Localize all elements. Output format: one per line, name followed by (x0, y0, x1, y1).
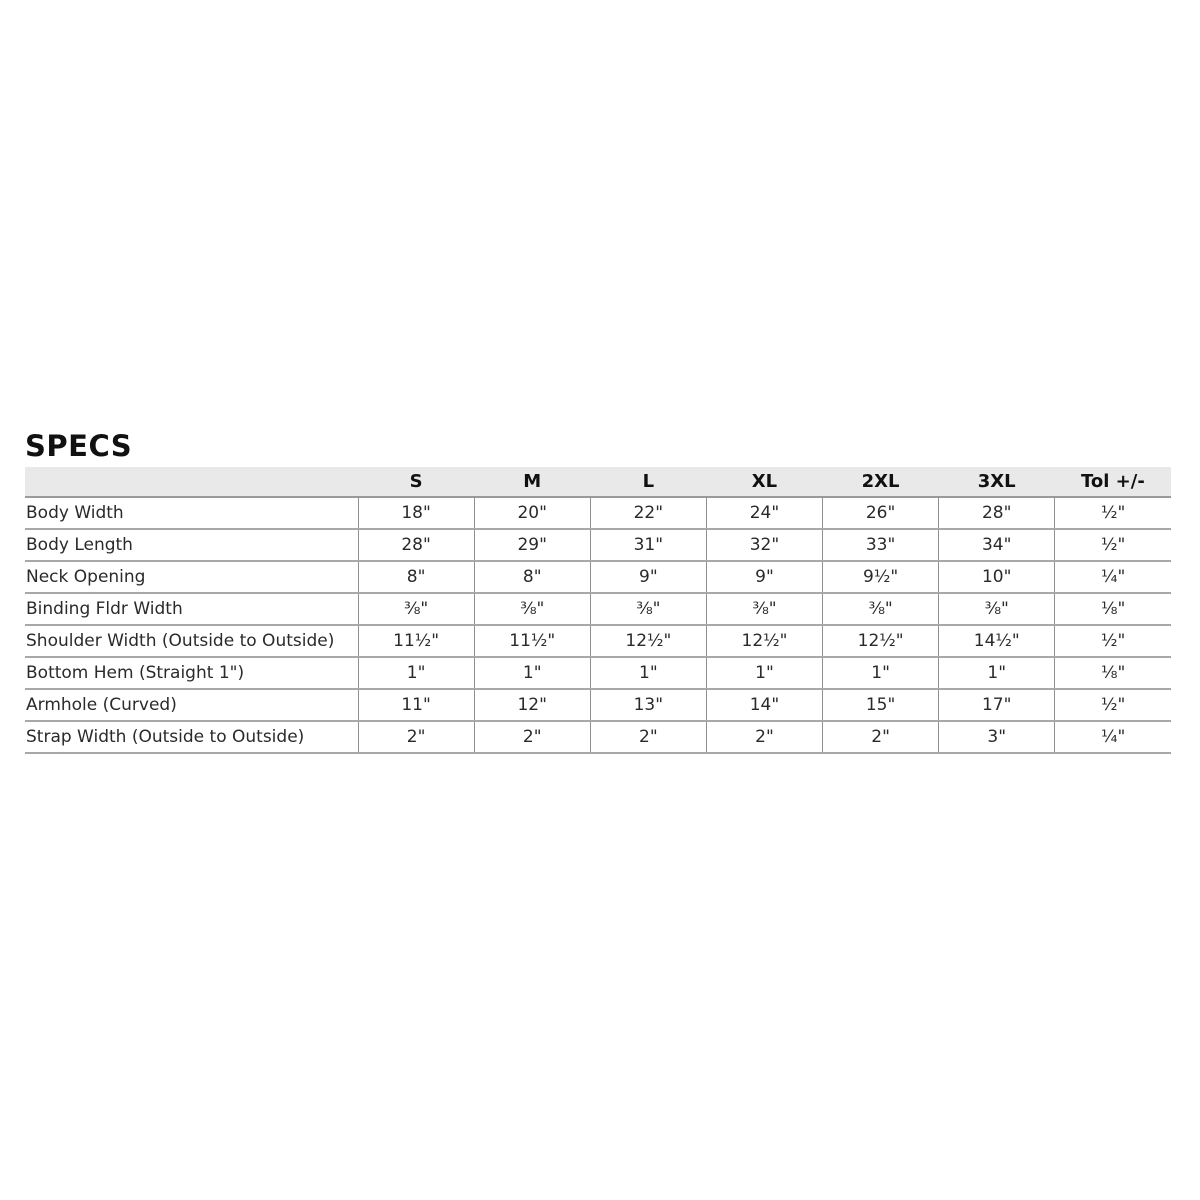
table-cell: 33" (823, 529, 939, 561)
table-cell: 22" (590, 497, 706, 529)
row-label: Strap Width (Outside to Outside) (25, 721, 358, 753)
table-cell: 14" (706, 689, 822, 721)
table-row (25, 689, 1171, 721)
table-cell: 2" (823, 721, 939, 753)
table-cell: ¼" (1055, 561, 1171, 593)
table-row (25, 529, 1171, 561)
column-header: M (474, 467, 590, 497)
table-cell: 10" (939, 561, 1055, 593)
table-cell: 24" (706, 497, 822, 529)
table-cell: ⅜" (823, 593, 939, 625)
column-header: S (358, 467, 474, 497)
table-cell: 2" (590, 721, 706, 753)
table-cell: 28" (939, 497, 1055, 529)
column-header: XL (706, 467, 822, 497)
table-cell: ¼" (1055, 721, 1171, 753)
table-cell: 1" (590, 657, 706, 689)
table-cell: 31" (590, 529, 706, 561)
table-row (25, 497, 1171, 529)
table-cell: ⅜" (474, 593, 590, 625)
table-cell: 2" (706, 721, 822, 753)
row-label: Shoulder Width (Outside to Outside) (25, 625, 358, 657)
table-cell: 11½" (474, 625, 590, 657)
table-cell: 2" (474, 721, 590, 753)
table-cell: 2" (358, 721, 474, 753)
specs-title: SPECS (25, 429, 133, 463)
table-cell: 17" (939, 689, 1055, 721)
table-cell: ⅜" (706, 593, 822, 625)
table-row (25, 593, 1171, 625)
table-cell: 14½" (939, 625, 1055, 657)
table-cell: 9½" (823, 561, 939, 593)
table-cell: 12" (474, 689, 590, 721)
table-cell: 8" (474, 561, 590, 593)
table-cell: ½" (1055, 625, 1171, 657)
table-cell: ⅜" (358, 593, 474, 625)
table-row (25, 625, 1171, 657)
table-cell: ⅜" (590, 593, 706, 625)
table-cell: ½" (1055, 497, 1171, 529)
table-cell: 12½" (823, 625, 939, 657)
table-cell: 9" (590, 561, 706, 593)
table-cell: 1" (706, 657, 822, 689)
row-label: Neck Opening (25, 561, 358, 593)
table-cell: 1" (358, 657, 474, 689)
table-cell: 32" (706, 529, 822, 561)
table-cell: 18" (358, 497, 474, 529)
row-label: Bottom Hem (Straight 1") (25, 657, 358, 689)
table-cell: 34" (939, 529, 1055, 561)
table-row (25, 561, 1171, 593)
table-cell: 29" (474, 529, 590, 561)
table-cell: 12½" (590, 625, 706, 657)
row-label: Binding Fldr Width (25, 593, 358, 625)
table-cell: ⅜" (939, 593, 1055, 625)
table-cell: 3" (939, 721, 1055, 753)
table-cell: 11½" (358, 625, 474, 657)
row-label: Body Width (25, 497, 358, 529)
table-cell: ½" (1055, 529, 1171, 561)
table-cell: 1" (939, 657, 1055, 689)
column-header: 2XL (823, 467, 939, 497)
table-cell: ½" (1055, 689, 1171, 721)
header-corner (25, 467, 358, 497)
column-header: L (590, 467, 706, 497)
table-cell: 26" (823, 497, 939, 529)
table-cell: 1" (823, 657, 939, 689)
column-header: Tol +/- (1055, 467, 1171, 497)
table-cell: 11" (358, 689, 474, 721)
spec-table (25, 467, 1171, 754)
table-cell: 20" (474, 497, 590, 529)
table-cell: 1" (474, 657, 590, 689)
table-row (25, 657, 1171, 689)
table-row (25, 721, 1171, 753)
row-label: Body Length (25, 529, 358, 561)
table-cell: 28" (358, 529, 474, 561)
table-cell: 8" (358, 561, 474, 593)
table-cell: 12½" (706, 625, 822, 657)
table-cell: 13" (590, 689, 706, 721)
table-cell: 15" (823, 689, 939, 721)
row-label: Armhole (Curved) (25, 689, 358, 721)
header-row (25, 467, 1171, 497)
column-header: 3XL (939, 467, 1055, 497)
table-cell: ⅛" (1055, 593, 1171, 625)
table-cell: 9" (706, 561, 822, 593)
table-cell: ⅛" (1055, 657, 1171, 689)
